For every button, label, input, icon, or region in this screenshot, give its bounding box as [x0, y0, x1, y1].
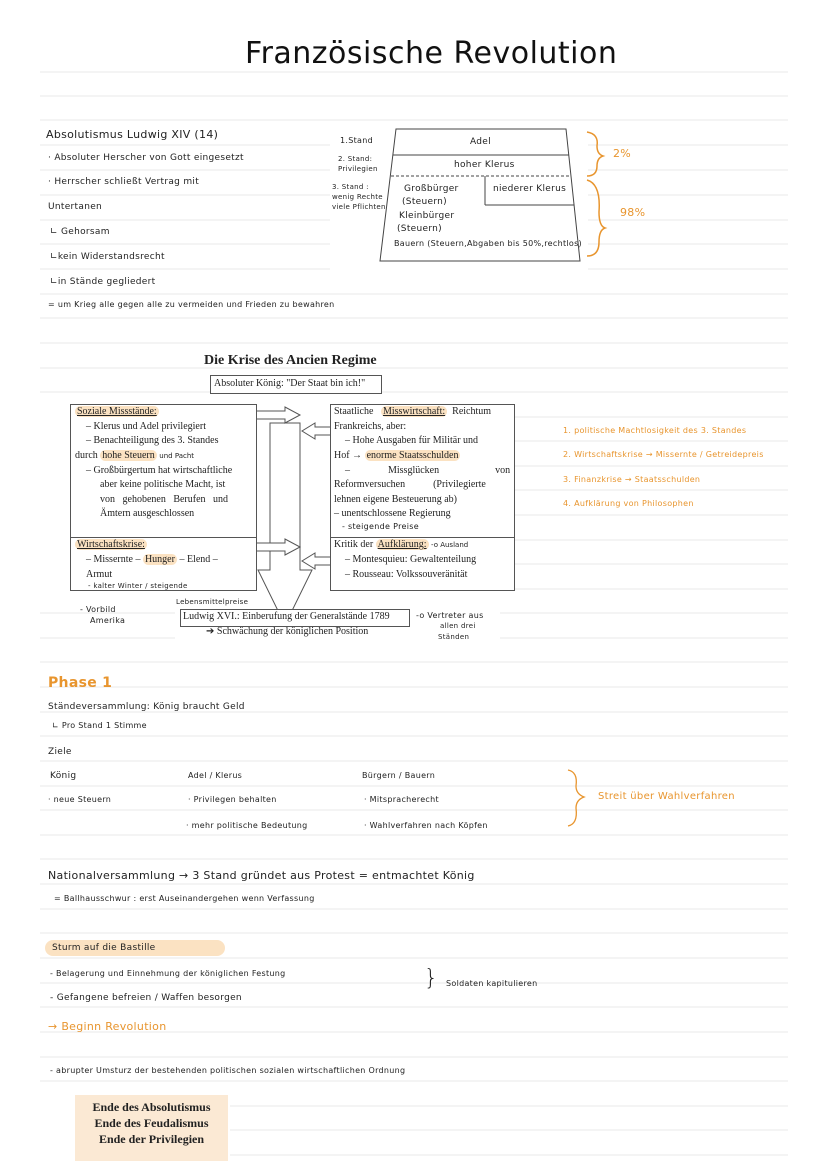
soziale-line: von gehobenen Berufen und [100, 494, 229, 505]
misswirt-preise: - steigende Preise [342, 522, 419, 531]
misswirt-privilegierte: (Privilegierte [433, 479, 486, 490]
summary-item: Ende der Privilegien [98, 1132, 205, 1146]
misswirt-heading: Misswirtschaft: [382, 406, 446, 417]
misswirt-von: von [495, 465, 511, 476]
misswirt-reform: Reformversuchen [334, 479, 406, 490]
bastille-brace: } [424, 966, 439, 991]
misswirt-title [334, 405, 491, 420]
soziale-line [75, 449, 194, 464]
ziel-buerger-item: · Mitspracherecht [364, 795, 439, 804]
note-line: ∟ Gehorsam [50, 227, 110, 237]
ziele-heading: Ziele [48, 747, 72, 757]
ursache-item: 1. politische Machtlosigkeit des 3. Standes [563, 426, 747, 435]
wirtschaft-hunger: Hunger [144, 554, 175, 565]
misswirt-line [334, 449, 460, 464]
ludwig-text: Ludwig XVI.: Einberufung der Generalstände 1789 [183, 611, 390, 622]
percent-top: 2% [613, 147, 632, 160]
wirtschaft-elend: – Elend – [179, 554, 218, 565]
stand1-label: 1.Stand [340, 136, 373, 145]
soziale-heading: Soziale Missstände: [77, 406, 157, 417]
stand3-pflichten: viele Pflichten [332, 203, 386, 211]
ursache-item: 3. Finanzkrise → Staatsschulden [563, 475, 701, 484]
note-line: ∟kein Widerstandsrecht [50, 252, 165, 262]
ziel-adel: Adel / Klerus [188, 771, 243, 780]
soziale-pacht: und Pacht [159, 452, 195, 460]
wirtschaft-title [75, 538, 147, 553]
aufklaerung-ausland: -o Ausland [431, 541, 469, 549]
summary-item: Ende des Feudalismus [94, 1116, 209, 1130]
misswirt-line: – unentschlossene Regierung [334, 508, 451, 519]
stand3-rechte: wenig Rechte [332, 193, 383, 201]
misswirt-line [345, 464, 510, 479]
misswirt-reichtum: Reichtum [452, 406, 492, 417]
stand3-label: 3. Stand : [332, 183, 369, 191]
wirtschaft-heading: Wirtschaftskrise: [77, 539, 145, 550]
bastille-heading: Sturm auf die Bastille [52, 943, 156, 953]
national-line: = Ballhausschwur : erst Auseinandergehen wenn Verfassung [54, 894, 315, 903]
summary-box [75, 1095, 228, 1161]
wirtschaft-line: Lebensmittelpreise [176, 598, 249, 606]
note-line: · Herrscher schließt Vertrag mit [48, 177, 200, 187]
umsturz-line: - abrupter Umsturz der bestehenden politischen sozialen wirtschaftlichen Ordnung [50, 1066, 406, 1075]
misswirt-line: Frankreichs, aber: [334, 421, 407, 432]
kleinbuerger-label: Kleinbürger [399, 211, 455, 221]
niederer-klerus-label: niederer Klerus [493, 184, 567, 194]
bauern-label: Bauern (Steuern,Abgaben bis 50%,rechtlos) [394, 239, 582, 248]
aufklaerung-heading: Aufklärung: [377, 539, 427, 550]
vertreter-line: allen drei [440, 622, 476, 630]
soziale-line: – Benachteiligung des 3. Standes [86, 435, 219, 446]
misswirt-dash: – [345, 465, 350, 476]
ziel-koenig-item: · neue Steuern [48, 795, 112, 804]
wirtschaft-missernte: – Missernte – [86, 554, 141, 565]
aufklaerung-line: – Montesquieu: Gewaltenteilung [345, 554, 477, 565]
estates-diagram [330, 125, 588, 285]
phase1-line: ∟ Pro Stand 1 Stimme [52, 721, 147, 730]
ursache-item: 2. Wirtschaftskrise → Missernte / Getreidepreis [563, 450, 764, 459]
vorbild-line: Amerika [90, 616, 126, 625]
adel-label: Adel [470, 137, 491, 147]
soziale-steuern: hohe Steuern [102, 450, 155, 461]
ziel-buerger-item: · Wahlverfahren nach Köpfen [364, 821, 488, 830]
phase1-heading: Phase 1 [48, 675, 113, 691]
ziele-brace [566, 768, 588, 828]
koenig-quote: Absoluter König: "Der Staat bin ich!" [214, 378, 366, 389]
phase1-line: Ständeversammlung: König braucht Geld [48, 702, 245, 712]
aufklaerung-title [334, 538, 468, 553]
wirtschaft-line: - kalter Winter / steigende [88, 582, 188, 590]
estates-brace [585, 128, 615, 258]
krise-title: Die Krise des Ancien Regime [204, 353, 377, 368]
soziale-line: – Klerus und Adel privilegiert [86, 421, 206, 432]
steuern-label: (Steuern) [397, 224, 442, 234]
misswirt-schulden: enorme Staatsschulden [366, 450, 459, 461]
bastille-line: - Belagerung und Einnehmung der königlichen Festung [50, 969, 286, 978]
misswirt-line [334, 478, 486, 493]
soziale-title [75, 405, 159, 420]
note-line: Untertanen [48, 202, 103, 212]
misswirt-hof: Hof → [334, 450, 363, 461]
beginn-revolution: → Beginn Revolution [48, 1020, 167, 1033]
misswirt-line: – Hohe Ausgaben für Militär und [345, 435, 479, 446]
misswirt-missgluecken: Missglücken [388, 465, 440, 476]
summary-item: Ende des Absolutismus [92, 1100, 211, 1114]
wirtschaft-line: Armut [86, 569, 113, 580]
ziel-adel-item: · Privilegen behalten [188, 795, 277, 804]
ursache-item: 4. Aufklärung von Philosophen [563, 499, 694, 508]
grossbuerger-label: Großbürger [404, 184, 459, 194]
schwaechung-text: ➔ Schwächung der königlichen Position [206, 626, 369, 637]
vorbild-line: - Vorbild [80, 605, 116, 614]
soziale-durch: durch [75, 450, 98, 461]
note-line: · Absoluter Herscher von Gott eingesetzt [48, 153, 244, 163]
koenig-box [210, 375, 382, 394]
ziel-adel-item: · mehr politische Bedeutung [186, 821, 308, 830]
vertreter-line: -o Vertreter aus [416, 611, 484, 620]
soziale-line: aber keine politische Macht, ist [100, 479, 226, 490]
ziel-koenig: König [50, 771, 77, 781]
misswirt-line: lehnen eigene Besteuerung ab) [334, 494, 458, 505]
page-title: Französische Revolution [245, 36, 618, 71]
misswirt-staatliche: Staatliche [334, 406, 374, 417]
national-line: Nationalversammlung → 3 Stand gründet aus Protest = entmachtet König [48, 869, 475, 882]
aufklaerung-kritik: Kritik der [334, 539, 374, 550]
stand2-label: 2. Stand: [338, 155, 373, 163]
absolutismus-heading: Absolutismus Ludwig XIV (14) [46, 128, 219, 141]
note-line: = um Krieg alle gegen alle zu vermeiden und Frieden zu bewahren [48, 300, 335, 309]
hoher-klerus-label: hoher Klerus [454, 160, 515, 170]
vertreter-line: Ständen [438, 633, 470, 641]
bastille-line: - Gefangene befreien / Waffen besorgen [50, 993, 242, 1003]
streit-text: Streit über Wahlverfahren [598, 791, 735, 802]
soziale-line: Ämtern ausgeschlossen [100, 508, 195, 519]
percent-bottom: 98% [620, 206, 646, 219]
ziel-buerger: Bürgern / Bauern [362, 771, 436, 780]
note-line: ∟in Stände gegliedert [50, 277, 156, 287]
wirtschaft-line [86, 553, 218, 568]
steuern-label: (Steuern) [402, 197, 447, 207]
soziale-line: – Großbürgertum hat wirtschaftliche [86, 465, 233, 476]
aufklaerung-line: – Rousseau: Volkssouveränität [345, 569, 468, 580]
stand2-privilegien: Privilegien [338, 165, 378, 173]
soldaten-text: Soldaten kapitulieren [446, 979, 538, 988]
